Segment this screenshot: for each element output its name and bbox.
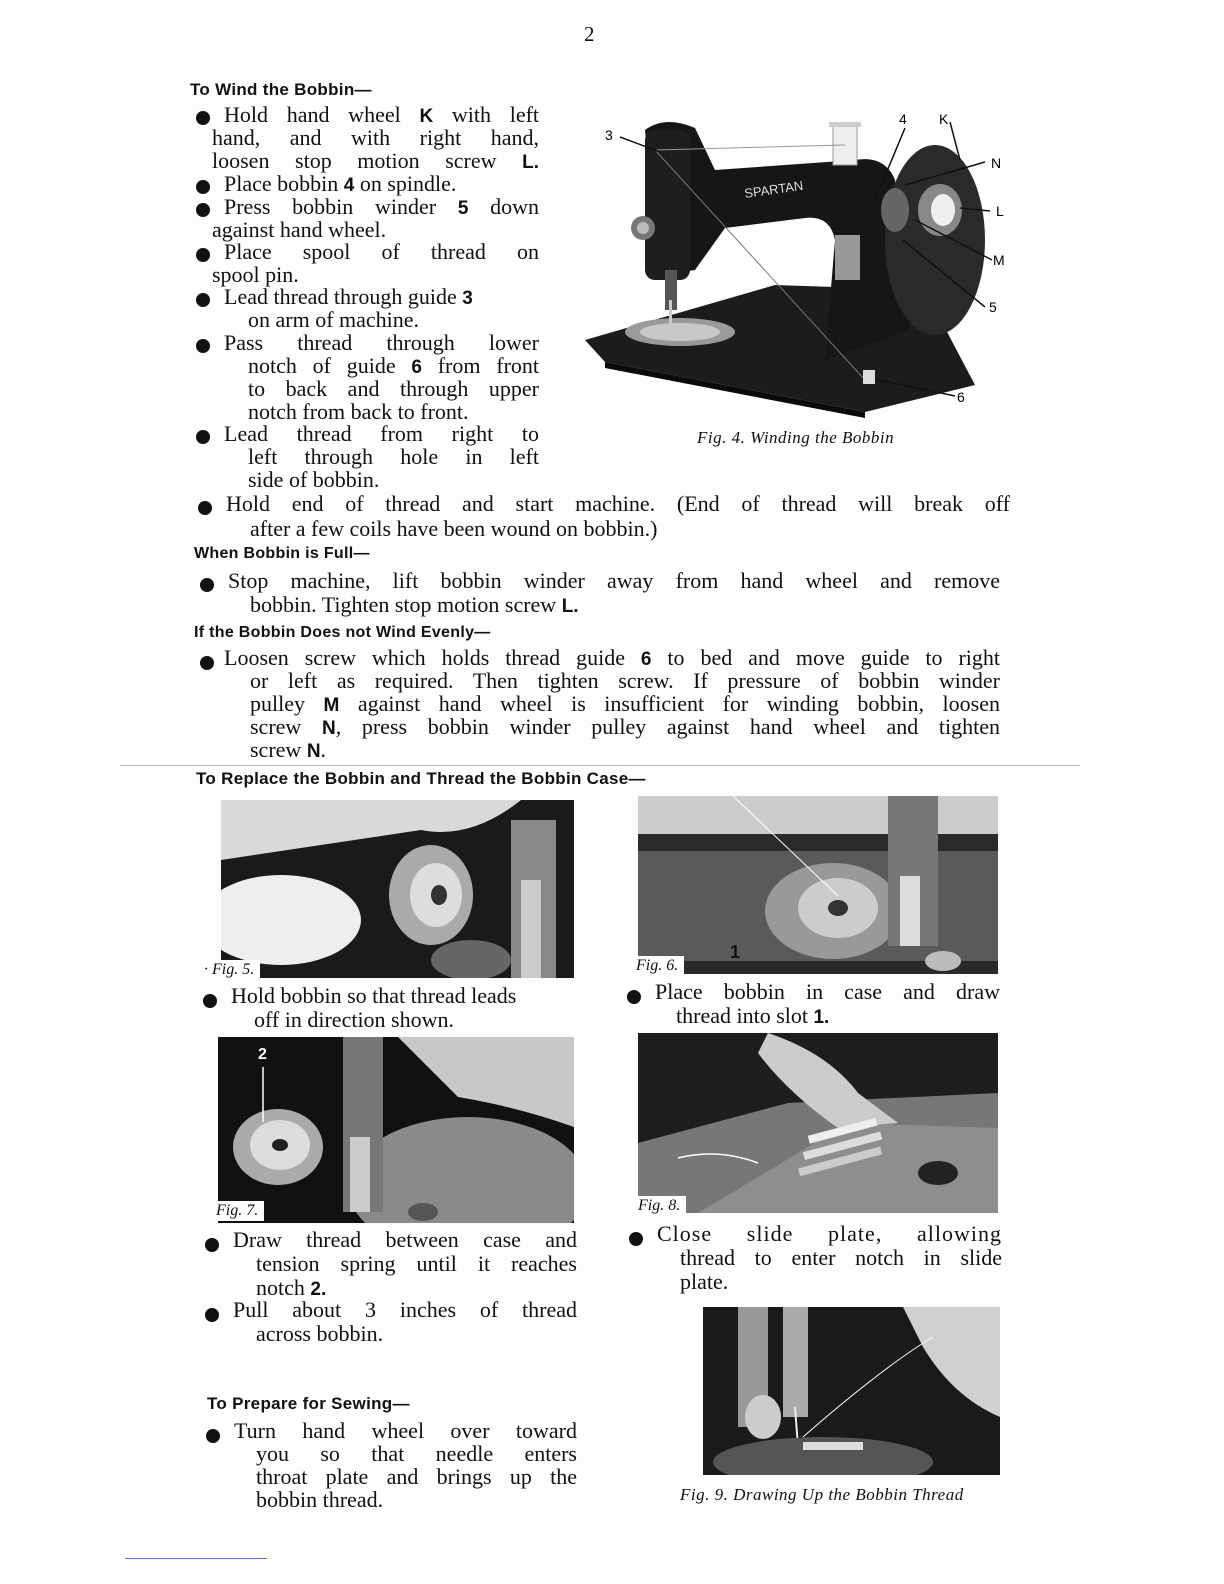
figure-9-caption: Fig. 9. Drawing Up the Bobbin Thread (680, 1485, 964, 1504)
figure-4-caption: Fig. 4. Winding the Bobbin (697, 428, 895, 447)
fig4-label-4: 4 (899, 111, 907, 127)
fig4-label-6: 6 (957, 389, 965, 405)
bullet-dot (627, 990, 641, 1004)
list-item: Hold bobbin so that thread leads (231, 983, 517, 1008)
bobbin-in-hand-image (221, 800, 574, 978)
list-item: Draw thread between case and (233, 1227, 577, 1252)
list-item: Pass thread through lower (224, 330, 539, 355)
list-item: Hold hand wheel K with left (224, 102, 540, 127)
list-item-line: screw N. (250, 737, 327, 762)
bullet-dot (205, 1238, 219, 1252)
list-item: Hold end of thread and start machine. (End of thread will break off (226, 491, 1010, 516)
list-item: Loosen screw which holds thread guide 6 to bed and move guide to right (224, 645, 1001, 670)
bottom-rule (125, 1558, 267, 1559)
section-heading-full: When Bobbin is Full— (194, 545, 370, 562)
bullet-dot (206, 1429, 220, 1443)
fig4-label-3: 3 (605, 127, 613, 143)
list-item-line: to back and through upper (248, 376, 539, 401)
bullet-dot (200, 656, 214, 670)
fig4-label-n: N (991, 155, 1002, 171)
list-item-line: or left as required. Then tighten screw. If pressure of bobbin winder (250, 668, 1000, 693)
fold-line (120, 765, 1080, 766)
list-item-line: on arm of machine. (248, 307, 420, 332)
figure-6-caption: Fig. 6. (630, 956, 684, 976)
bullet-dot (205, 1308, 219, 1322)
list-item-line: bobbin. Tighten stop motion screw L. (250, 592, 579, 617)
figure-9-photo (703, 1307, 1000, 1475)
list-item: Press bobbin winder 5 down (224, 194, 539, 219)
list-item-line: screw N, press bobbin winder pulley against hand wheel and tighten (250, 714, 1000, 739)
fig4-label-m: M (993, 252, 1005, 268)
section-heading-wind: To Wind the Bobbin— (190, 80, 372, 99)
figure-5-caption: · Fig. 5. (198, 960, 260, 980)
fig6-label-1: 1 (730, 942, 741, 962)
bullet-dot (196, 339, 210, 353)
list-item-line: tension spring until it reaches (256, 1251, 577, 1276)
sewing-machine-illustration (565, 100, 1010, 420)
bullet-dot (198, 501, 212, 515)
list-item-line: notch of guide 6 from front (248, 353, 540, 378)
list-item-line: against hand wheel. (212, 217, 387, 242)
list-item-line: notch from back to front. (248, 399, 469, 424)
fig7-label-2: 2 (258, 1046, 267, 1063)
figure-6-photo (638, 796, 998, 974)
fig4-label-l: L (996, 203, 1004, 219)
list-item: Place bobbin 4 on spindle. (224, 171, 457, 196)
list-item-line: off in direction shown. (254, 1007, 455, 1032)
bullet-dot (196, 203, 210, 217)
list-item-line: thread to enter notch in slide (680, 1245, 1002, 1270)
figure-7-photo (218, 1037, 574, 1223)
list-item: Pull about 3 inches of thread (233, 1297, 577, 1322)
bullet-dot (196, 111, 210, 125)
list-item-line: plate. (680, 1269, 729, 1294)
list-item: Place bobbin in case and draw (655, 979, 1000, 1004)
bobbin-case-image (638, 796, 998, 974)
list-item: Stop machine, lift bobbin winder away from hand wheel and remove (228, 568, 1000, 593)
list-item: Close slide plate, allowing (657, 1221, 1002, 1246)
list-item: Lead thread through guide 3 (224, 284, 473, 309)
list-item-line: across bobbin. (256, 1321, 384, 1346)
list-item-line: after a few coils have been wound on bobbin.) (250, 516, 658, 541)
list-item: Lead thread from right to (224, 421, 539, 446)
slide-plate-image (638, 1033, 998, 1213)
fig4-label-k: K (939, 111, 949, 127)
figure-8-photo (638, 1033, 998, 1213)
bullet-dot (203, 994, 217, 1008)
list-item-line: side of bobbin. (248, 467, 380, 492)
tension-spring-image (218, 1037, 574, 1223)
drawing-up-thread-image (703, 1307, 1000, 1475)
list-item-line: throat plate and brings up the (256, 1464, 577, 1489)
section-heading-prepare: To Prepare for Sewing— (207, 1394, 410, 1413)
figure-7-caption: Fig. 7. (210, 1201, 264, 1221)
bullet-dot (196, 180, 210, 194)
page-number: 2 (584, 22, 595, 46)
list-item: Place spool of thread on (224, 239, 539, 264)
list-item-line: notch 2. (256, 1275, 327, 1300)
figure-4-sewing-machine (565, 100, 1010, 420)
list-item-line: left through hole in left (248, 444, 539, 469)
machine-brand-label: SPARTAN (743, 177, 805, 201)
bullet-dot (196, 248, 210, 262)
figure-8-caption: Fig. 8. (632, 1196, 686, 1216)
bullet-dot (200, 578, 214, 592)
list-item-line: thread into slot 1. (676, 1003, 830, 1028)
list-item-line: loosen stop motion screw L. (212, 148, 539, 173)
list-item-line: pulley M against hand wheel is insufficient for winding bobbin, loosen (250, 691, 1000, 716)
bullet-dot (629, 1232, 643, 1246)
list-item: Turn hand wheel over toward (234, 1418, 577, 1443)
fig4-label-5: 5 (989, 299, 997, 315)
section-heading-uneven: If the Bobbin Does not Wind Evenly— (194, 624, 491, 641)
bullet-dot (196, 293, 210, 307)
list-item-line: you so that needle enters (256, 1441, 577, 1466)
list-item-line: spool pin. (212, 262, 299, 287)
section-heading-replace: To Replace the Bobbin and Thread the Bobbin Case— (196, 769, 646, 788)
list-item-line: hand, and with right hand, (212, 125, 539, 150)
bullet-dot (196, 430, 210, 444)
list-item-line: bobbin thread. (256, 1487, 384, 1512)
figure-5-photo (221, 800, 574, 978)
